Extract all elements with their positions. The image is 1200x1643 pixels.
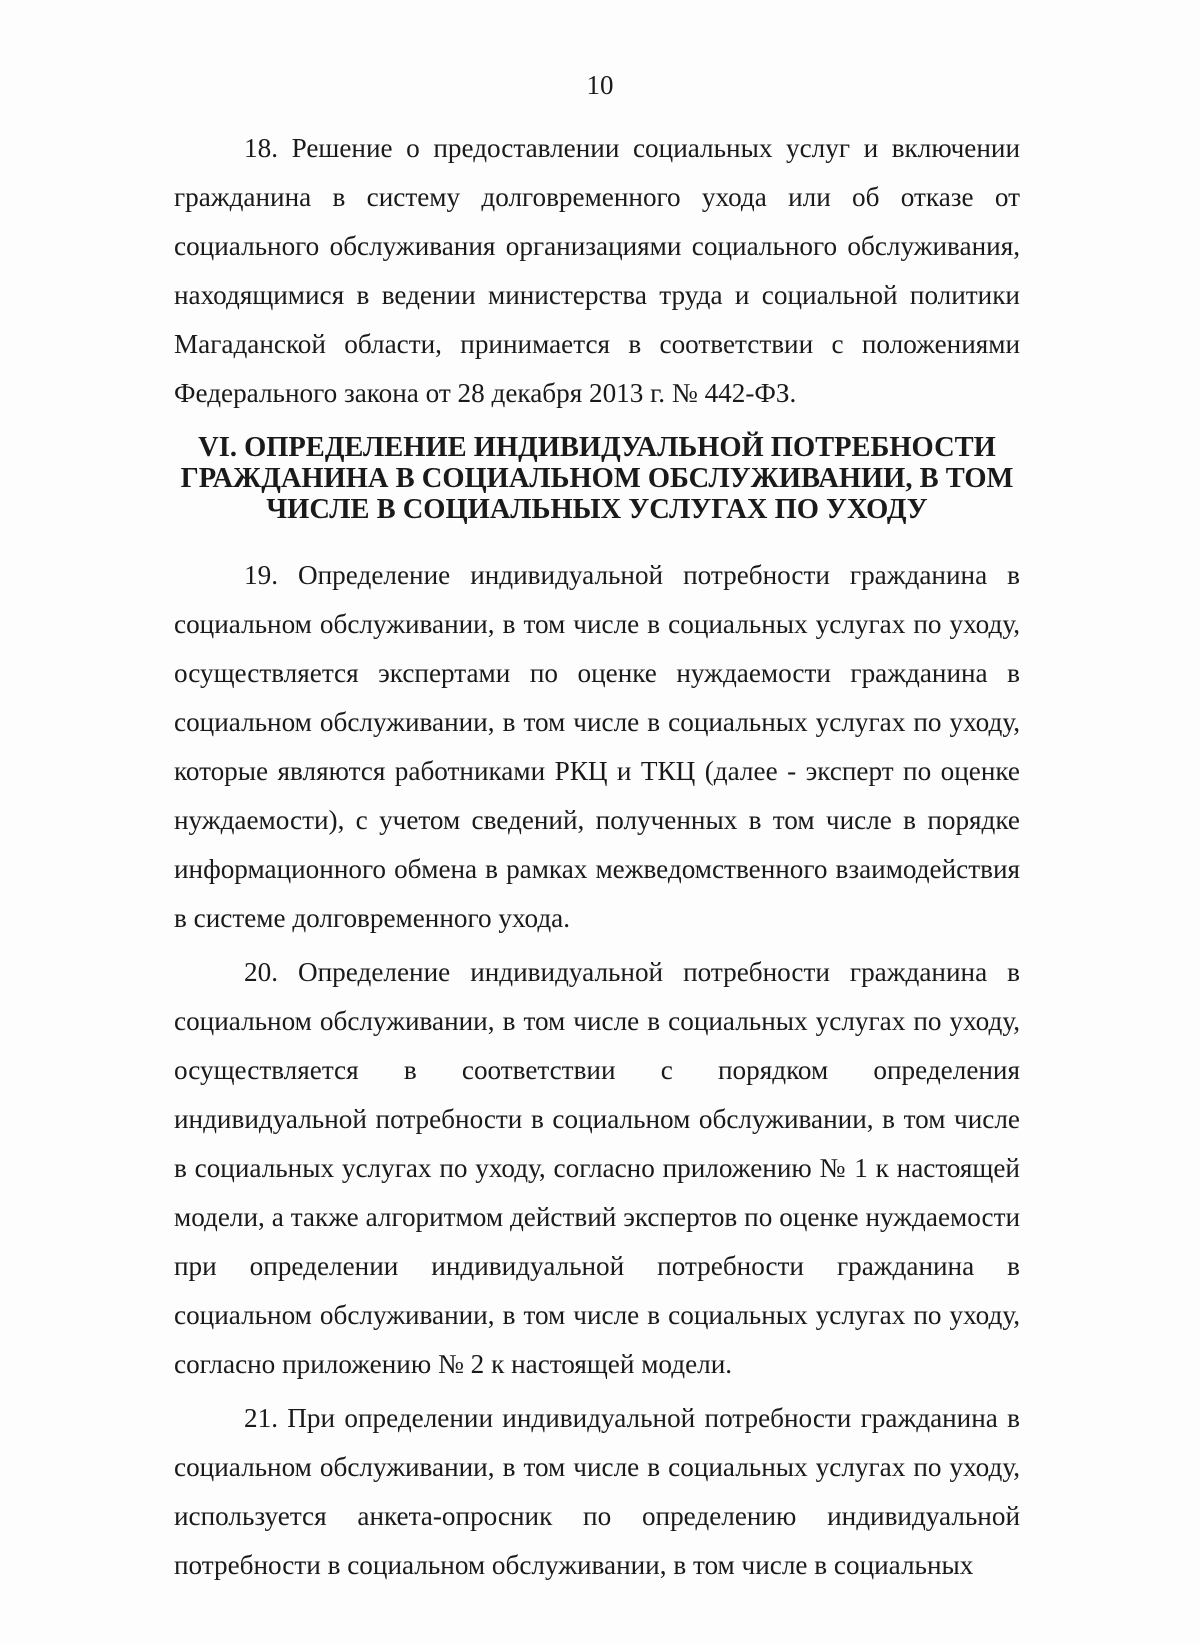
section-heading: VI. ОПРЕДЕЛЕНИЕ ИНДИВИДУАЛЬНОЙ ПОТРЕБНОСТИ ГРАЖДАНИНА В СОЦИАЛЬНОМ ОБСЛУЖИВАНИИ, В ТОМ ЧИСЛЕ В СОЦИАЛЬНЫХ УСЛУГАХ ПО УХОДУ (180, 432, 1014, 525)
page-number: 10 (586, 70, 614, 100)
document-body (174, 124, 1020, 1590)
paragraph-19: 19. Определение индивидуальной потребности гражданина в социальном обслуживании, в том числе в социальных услугах по уходу, осуществляется экспертами по оценке нуждаемости гражданина в социальном обслуживании, в том числе в социальных услугах по уходу, которые являются работниками РКЦ и ТКЦ (далее - эксперт по оценке нуждаемости), с учетом сведений, полученных в том числе в порядке информационного обмена в рамках межведомственного взаимодействия в системе долговременного ухода. (174, 560, 1020, 933)
paragraph-18: 18. Решение о предоставлении социальных услуг и включении гражданина в систему долговременного ухода или об отказе от социального обслуживания организациями социального обслуживания, находящимися в ведении министерства труда и социальной политики Магаданской области, принимается в соответствии с положениями Федерального закона от 28 декабря 2013 г. № 442-ФЗ. (174, 133, 1020, 408)
paragraph-20: 20. Определение индивидуальной потребности гражданина в социальном обслуживании, в том числе в социальных услугах по уходу, осуществляется в соответствии с порядком определения индивидуальной потребности в социальном обслуживании, в том числе в социальных услугах по уходу, согласно приложению № 1 к настоящей модели, а также алгоритмом действий экспертов по оценке нуждаемости при определении индивидуальной потребности гражданина в социальном обслуживании, в том числе в социальных услугах по уходу, согласно приложению № 2 к настоящей модели. (174, 957, 1020, 1379)
paragraph-21: 21. При определении индивидуальной потребности гражданина в социальном обслуживании, в том числе в социальных услугах по уходу, используется анкета-опросник по определению индивидуальной потребности в социальном обслуживании, в том числе в социальных (174, 1403, 1020, 1580)
